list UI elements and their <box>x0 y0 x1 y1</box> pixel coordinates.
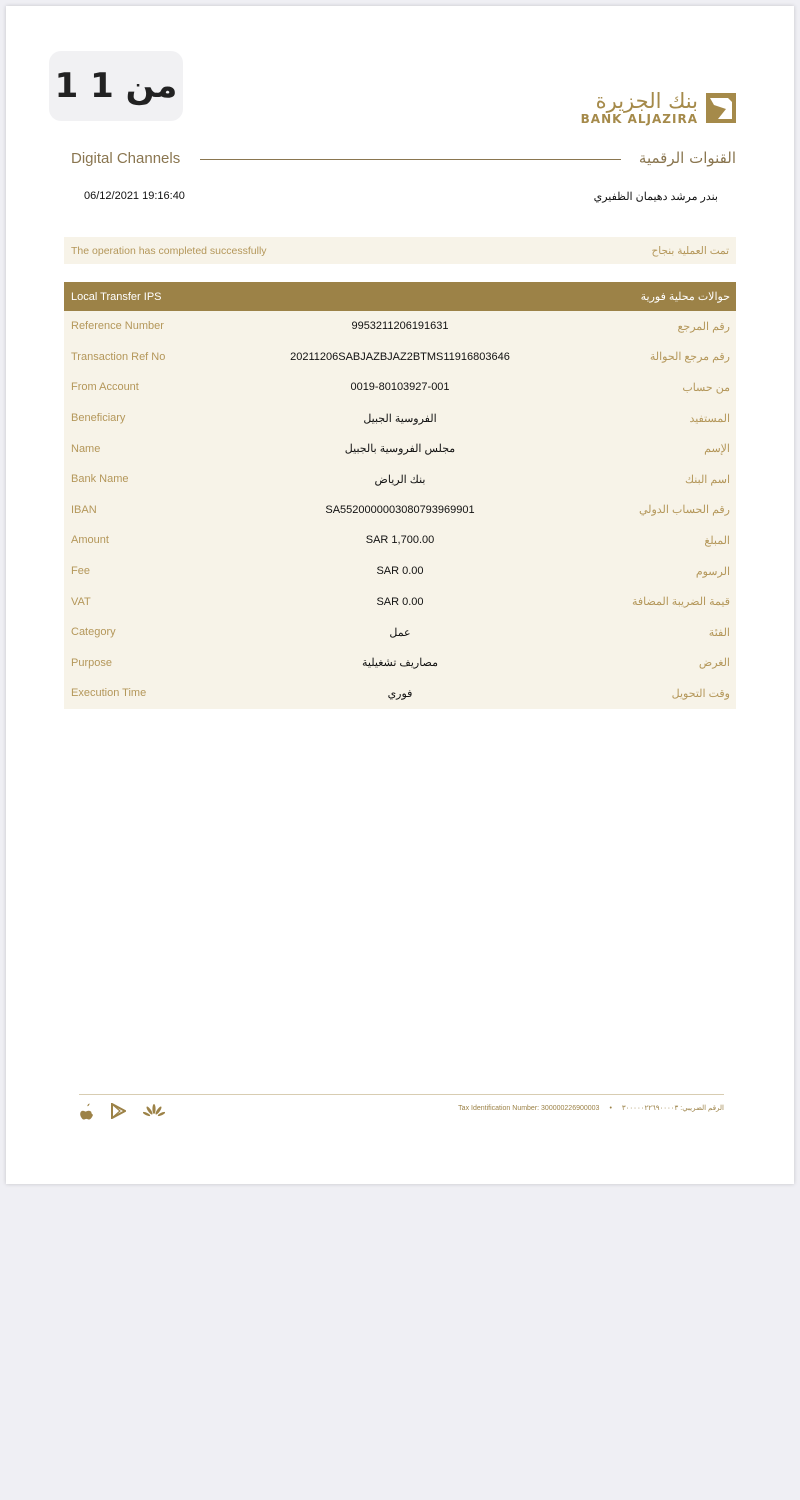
table-row <box>64 556 736 587</box>
status-english: The operation has completed successfully <box>71 244 267 257</box>
row-label-english: Reference Number <box>71 320 164 333</box>
tax-separator: • <box>609 1104 612 1112</box>
row-value: SAR 0.00 <box>376 595 424 608</box>
table-row <box>64 525 736 556</box>
bank-logo <box>581 88 736 128</box>
row-value: عمل <box>389 626 411 639</box>
row-label-english: Execution Time <box>71 687 147 700</box>
row-label-arabic: المبلغ <box>704 534 730 547</box>
table-header-english: Local Transfer IPS <box>71 290 162 303</box>
apple-icon[interactable] <box>79 1103 94 1120</box>
row-label-english: Name <box>71 442 101 455</box>
row-label-arabic: الرسوم <box>695 565 730 578</box>
status-arabic: تمت العملية بنجاح <box>651 244 729 257</box>
page-count-badge: 1 من 1 <box>49 51 183 121</box>
tax-identification <box>458 1104 724 1112</box>
row-value: 20211206SABJAZBJAZ2BTMS11916803646 <box>290 350 510 363</box>
row-label-arabic: قيمة الضريبة المضافة <box>631 596 730 609</box>
channels-divider <box>200 159 621 160</box>
table-row <box>64 342 736 373</box>
row-value: SAR 1,700.00 <box>365 534 435 547</box>
row-label-arabic: رقم مرجع الحوالة <box>649 351 730 364</box>
app-store-icons <box>79 1102 165 1120</box>
table-row <box>64 433 736 464</box>
google-play-icon[interactable] <box>111 1103 126 1119</box>
bank-logo-mark-icon <box>706 93 736 123</box>
row-label-arabic: من حساب <box>682 381 730 394</box>
tax-arabic: الرقم الضريبي: ٣٠٠٠٠٠٢٢٦٩٠٠٠٠٣ <box>621 1105 724 1112</box>
table-row <box>64 464 736 495</box>
row-value: بنك الرياض <box>374 473 426 486</box>
row-label-english: Category <box>71 626 116 639</box>
channels-english: Digital Channels <box>71 149 181 167</box>
row-label-english: IBAN <box>71 503 97 516</box>
huawei-icon[interactable] <box>143 1104 165 1119</box>
table-row <box>64 372 736 403</box>
table-row <box>64 495 736 526</box>
logo-arabic-text: بنك الجزيرة <box>595 89 698 113</box>
footer-divider <box>79 1094 724 1095</box>
row-label-english: Beneficiary <box>71 412 126 425</box>
table-row <box>64 311 736 342</box>
row-label-english: Bank Name <box>71 473 129 486</box>
receipt-page <box>6 6 794 1184</box>
row-value: 9953211206191631 <box>351 320 449 333</box>
row-label-english: Amount <box>71 534 109 547</box>
row-label-english: Fee <box>71 565 90 578</box>
table-row <box>64 403 736 434</box>
row-label-english: Purpose <box>71 656 112 669</box>
table-header-arabic: حوالات محلية فورية <box>640 291 730 303</box>
row-label-arabic: رقم المرجع <box>677 320 730 333</box>
row-value: الفروسية الجبيل <box>363 412 437 425</box>
table-row <box>64 648 736 679</box>
status-message <box>64 237 736 264</box>
digital-channels-header <box>71 146 736 170</box>
logo-english-text: BANK ALJAZIRA <box>580 112 698 126</box>
row-label-arabic: الإسم <box>704 443 730 456</box>
table-header <box>64 282 736 311</box>
row-value: SAR 0.00 <box>376 565 424 578</box>
row-value: 0019-80103927-001 <box>350 381 450 394</box>
customer-name: بندر مرشد دهيمان الظفيري <box>593 190 718 203</box>
row-value: مصاريف تشغيلية <box>362 657 438 670</box>
row-label-english: VAT <box>71 595 91 608</box>
table-row <box>64 617 736 648</box>
receipt-meta <box>84 188 718 204</box>
transfer-details-table <box>64 282 736 709</box>
row-value: SA5520000003080793969901 <box>325 503 475 516</box>
channels-arabic: القنوات الرقمية <box>638 149 736 167</box>
tax-english: Tax Identification Number: 300000226900003 <box>458 1104 600 1112</box>
row-label-arabic: وقت التحويل <box>671 687 730 700</box>
row-value: فوري <box>387 687 413 700</box>
row-label-arabic: اسم البنك <box>685 473 730 486</box>
row-label-arabic: المستفيد <box>689 412 730 425</box>
row-label-english: Transaction Ref No <box>71 350 166 363</box>
row-label-arabic: الغرض <box>698 657 730 670</box>
table-row <box>64 586 736 617</box>
transaction-datetime: 06/12/2021 19:16:40 <box>84 190 185 202</box>
row-value: مجلس الفروسية بالجبيل <box>344 443 456 456</box>
row-label-arabic: الفئة <box>708 626 730 639</box>
row-label-english: From Account <box>71 381 139 394</box>
table-row <box>64 678 736 709</box>
row-label-arabic: رقم الحساب الدولي <box>638 504 730 517</box>
